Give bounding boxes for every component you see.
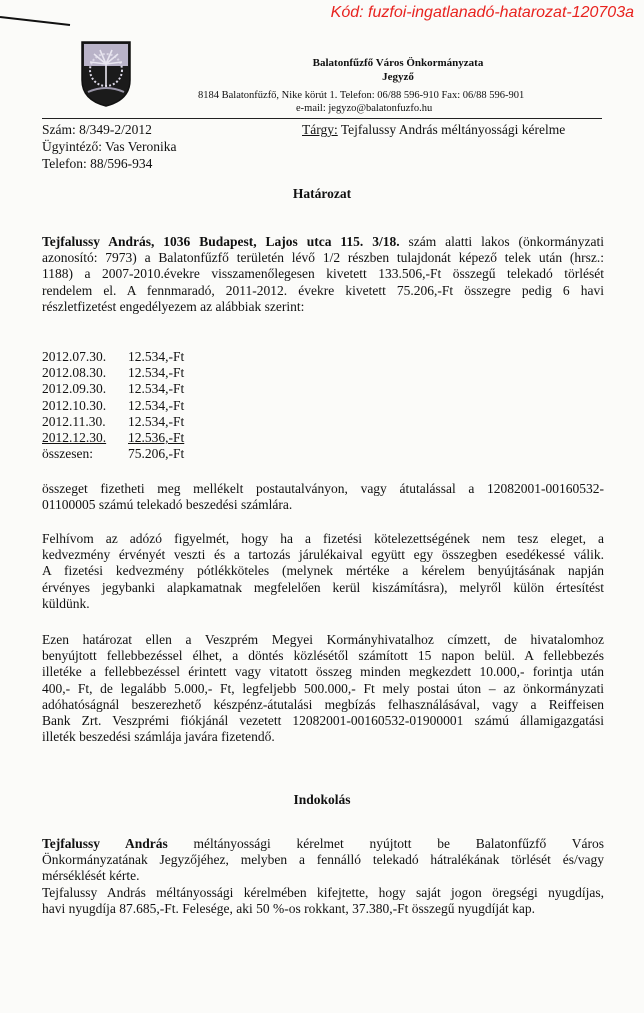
payment-amount: 12.534,-Ft — [128, 381, 185, 397]
case-officer: Ügyintéző: Vas Veronika — [42, 139, 177, 154]
text-line: illetéke a fellebbezéssel érintett vagy vitatott összeg minden megkezdett 10.000,- forintja után — [42, 664, 604, 680]
applicant-name: Tejfalussy András — [42, 836, 168, 851]
text-line: összeget fizetheti meg mellékelt postautalványon, vagy átutalással a 12082001-00160532- — [42, 481, 604, 496]
text-span: szám alatti lakos (önkormányzati — [399, 234, 604, 249]
payment-total-row — [42, 446, 184, 462]
organization-email: e-mail: jegyzo@balatonfuzfo.hu — [296, 103, 433, 114]
subject-text: Tejfalussy András méltányossági kérelme — [337, 122, 566, 137]
appeal-paragraph — [42, 632, 604, 745]
text-line: 01100005 számú telekadó beszedési számlára. — [42, 497, 293, 513]
subject-label: Tárgy: — [302, 122, 338, 137]
header-divider — [42, 118, 602, 119]
payment-amount: 12.536,-Ft — [128, 430, 185, 446]
text-line — [42, 836, 604, 852]
total-amount: 75.206,-Ft — [128, 446, 185, 462]
reasoning-heading: Indokolás — [293, 792, 351, 807]
applicant-name-address: Tejfalussy András, 1036 Budapest, Lajos utca 115. 3/18. — [42, 234, 400, 249]
reasoning-paragraph-2 — [42, 885, 604, 917]
decision-intro — [42, 234, 604, 315]
payment-amount: 12.534,-Ft — [128, 397, 185, 413]
text-line: Tejfalussy András méltányossági kérelmében kifejtette, hogy saját jogon öregségi nyugdíjas, — [42, 885, 604, 900]
payment-date: 2012.08.30. — [42, 365, 107, 381]
payment-date: 2012.11.30. — [42, 413, 106, 429]
organization-name: Balatonfűzfő Város Önkormányzata — [312, 57, 484, 69]
reference-number: Szám: 8/349-2/2012 — [42, 122, 152, 137]
text-line: érvényes jegybanki alapkamatnak megfelelően kerül kiszámításra), melyről külön értesítést — [42, 579, 604, 595]
subject-line — [302, 122, 565, 138]
coat-of-arms-icon — [80, 40, 132, 108]
text-line: adóhatóságnál beszerezhető készpénz-átutalási megbízás felhasználásával, vagy a Reiffeisen — [42, 696, 604, 712]
text-line: 400,- Ft, de legalább 5.000,- Ft, legfeljebb 500.000,- Ft mely postai úton – az önkormányzati — [42, 680, 604, 696]
payment-amount: 12.534,-Ft — [128, 365, 185, 381]
payment-method — [42, 481, 604, 513]
payment-row — [42, 430, 184, 446]
text-line: A fizetési kedvezmény pótlékköteles (melynek mértéke a kérelem benyújtásának napján — [42, 563, 604, 579]
payment-row — [42, 365, 184, 381]
text-line: havi nyugdíja 87.685,-Ft. Felesége, aki 50 %-os rokkant, 37.380,-Ft összegű nyugdíját kap. — [42, 901, 536, 917]
text-line: Felhívom az adózó figyelmét, hogy ha a fizetési kötelezettségének nem tesz eleget, a — [42, 531, 604, 546]
text-line: kedvezmény érvényét veszti és a tartozás járulékaival együtt egy összegben esedékessé válik. — [42, 547, 604, 563]
text-line: azonosító: 7973) a Balatonfűzfő területén lévő 1/2 részben tulajdonát képező telek után (hrsz.: — [42, 250, 604, 266]
text-line: Önkormányzatának Jegyzőjéhez, melyben a fennálló telekadó hátralékának törlését és/vagy — [42, 852, 604, 868]
pen-mark — [0, 14, 72, 28]
text-line: részletfizetést engedélyezem az alábbiak szerint: — [42, 298, 305, 314]
payment-row — [42, 349, 184, 365]
text-line — [42, 234, 604, 250]
text-line: benyújtott fellebbezéssel élhet, a döntés közlésétől számított 15 napon belül. A fellebbezés — [42, 648, 604, 664]
payment-row — [42, 398, 184, 414]
total-label: összesen: — [42, 446, 93, 462]
payment-schedule — [42, 349, 184, 462]
payment-amount: 12.534,-Ft — [128, 413, 185, 429]
text-line: küldünk. — [42, 595, 90, 611]
text-line: illeték beszedési számlája javára fizetendő. — [42, 729, 275, 745]
organization-role: Jegyző — [382, 71, 414, 83]
document-code-label: Kód: fuzfoi-ingatlanadó-hatarozat-120703a — [330, 4, 634, 21]
payment-row — [42, 381, 184, 397]
payment-row — [42, 414, 184, 430]
payment-date: 2012.09.30. — [42, 381, 107, 397]
issuer-block — [248, 56, 548, 84]
payment-date: 2012.07.30. — [42, 349, 107, 364]
text-span: méltányossági kérelmet nyújtott be Balatonfűzfő Város — [167, 836, 604, 851]
text-line: 1188) a 2007-2010.évekre visszamenőlegesen kivetett 133.506,-Ft összegű telekadó törlését — [42, 266, 604, 282]
text-line: Bank Zrt. Veszprémi fiókjánál vezetett 12082001-00160532-01900001 számú államigazgatási — [42, 713, 604, 729]
warning-paragraph — [42, 531, 604, 612]
text-line: mérséklését kérte. — [42, 868, 140, 884]
decision-heading: Határozat — [292, 186, 352, 201]
payment-date: 2012.10.30. — [42, 397, 107, 413]
reasoning-paragraph-1 — [42, 836, 604, 885]
organization-address: 8184 Balatonfűzfő, Nike körút 1. Telefon: 06/88 596-910 Fax: 06/88 596-901 — [198, 90, 525, 101]
payment-amount: 12.534,-Ft — [128, 349, 185, 364]
text-line: rendelem el. A fennmaradó, 2011-2012. évekre kivetett 75.206,-Ft összegre pedig 6 havi — [42, 282, 604, 298]
payment-date: 2012.12.30. — [42, 430, 107, 446]
text-line: Ezen határozat ellen a Veszprém Megyei Kormányhivatalhoz címzett, de hivatalomhoz — [42, 632, 604, 647]
phone-number: Telefon: 88/596-934 — [42, 156, 153, 171]
